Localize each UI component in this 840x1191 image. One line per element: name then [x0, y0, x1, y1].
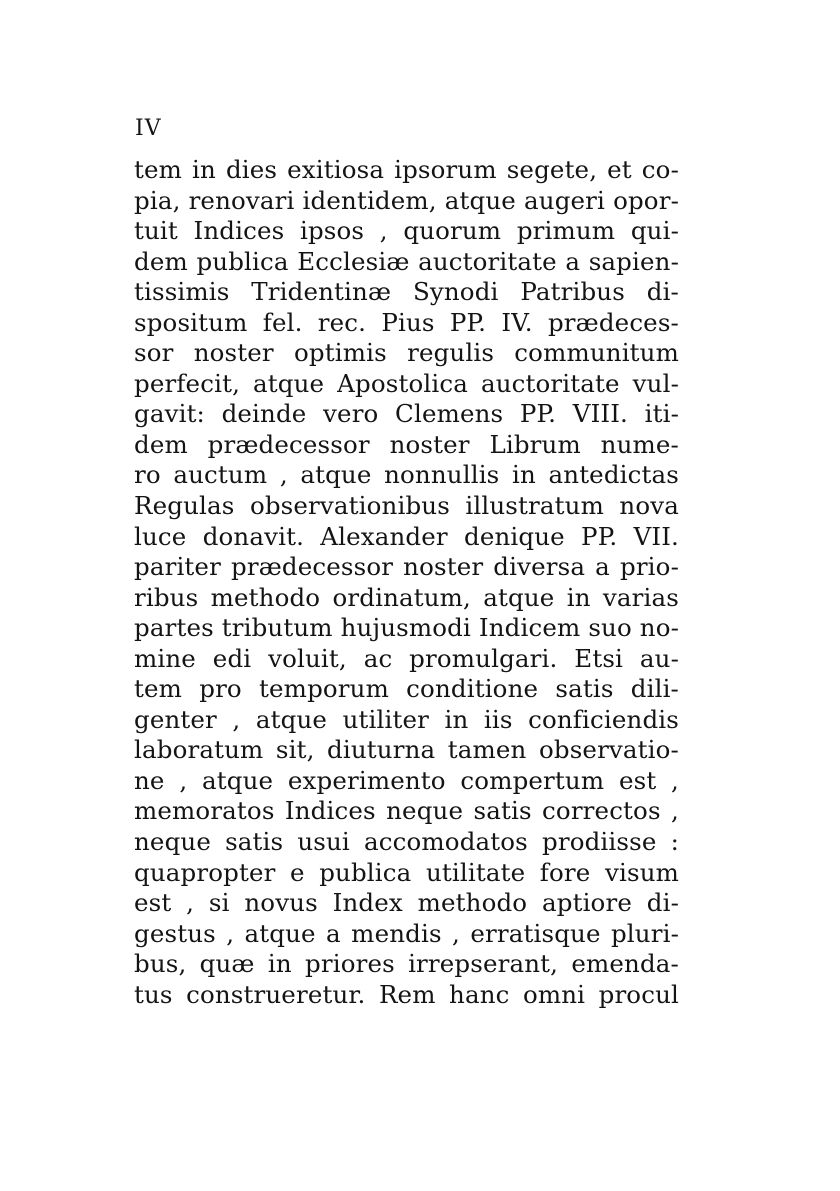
text-line: perfecit, atque Apostolica auctoritate vul-: [134, 368, 679, 398]
body-text: [134, 155, 679, 1010]
text-line: tuit Indices ipsos , quorum primum qui-: [134, 216, 679, 246]
text-line: neque satis usui accomodatos prodiisse :: [134, 827, 679, 857]
text-line: sor noster optimis regulis communitum: [134, 338, 679, 368]
text-line: ro auctum , atque nonnullis in antedictas: [134, 460, 679, 490]
text-line: tissimis Tridentinæ Synodi Patribus di-: [134, 277, 679, 307]
text-line: laboratum sit, diuturna tamen observatio-: [134, 735, 679, 765]
text-line: bus, quæ in priores irrepserant, emenda-: [134, 949, 679, 979]
text-line: gestus , atque a mendis , erratisque pluri-: [134, 918, 679, 948]
text-line: est , si novus Index methodo aptiore di-: [134, 888, 679, 918]
text-line: gavit: deinde vero Clemens PP. VIII. iti-: [134, 399, 679, 429]
text-line: genter , atque utiliter in iis conficiendis: [134, 704, 679, 734]
text-line: spositum fel. rec. Pius PP. IV. prædeces-: [134, 307, 679, 337]
text-line: mine edi voluit, ac promulgari. Etsi au-: [134, 643, 679, 673]
text-line: ribus methodo ordinatum, atque in varias: [134, 582, 679, 612]
text-line: Regulas observationibus illustratum nova: [134, 491, 679, 521]
page-number: IV: [135, 116, 162, 141]
text-line: pariter prædecessor noster diversa a prio-: [134, 552, 679, 582]
text-line: quapropter e publica utilitate fore visum: [134, 857, 679, 887]
text-line: dem publica Ecclesiæ auctoritate a sapien-: [134, 246, 679, 276]
text-line: tem pro temporum conditione satis dili-: [134, 674, 679, 704]
text-line: luce donavit. Alexander denique PP. VII.: [134, 521, 679, 551]
text-line: tus construeretur. Rem hanc omni procul: [134, 979, 679, 1009]
text-line: pia, renovari identidem, atque augeri opor-: [134, 185, 679, 215]
text-line: memoratos Indices neque satis correctos ,: [134, 796, 679, 826]
text-line: dem prædecessor noster Librum nume-: [134, 429, 679, 459]
text-line: partes tributum hujusmodi Indicem suo no-: [134, 613, 680, 643]
text-line: ne , atque experimento compertum est ,: [134, 765, 679, 795]
text-line: tem in dies exitiosa ipsorum segete, et co-: [134, 155, 679, 184]
